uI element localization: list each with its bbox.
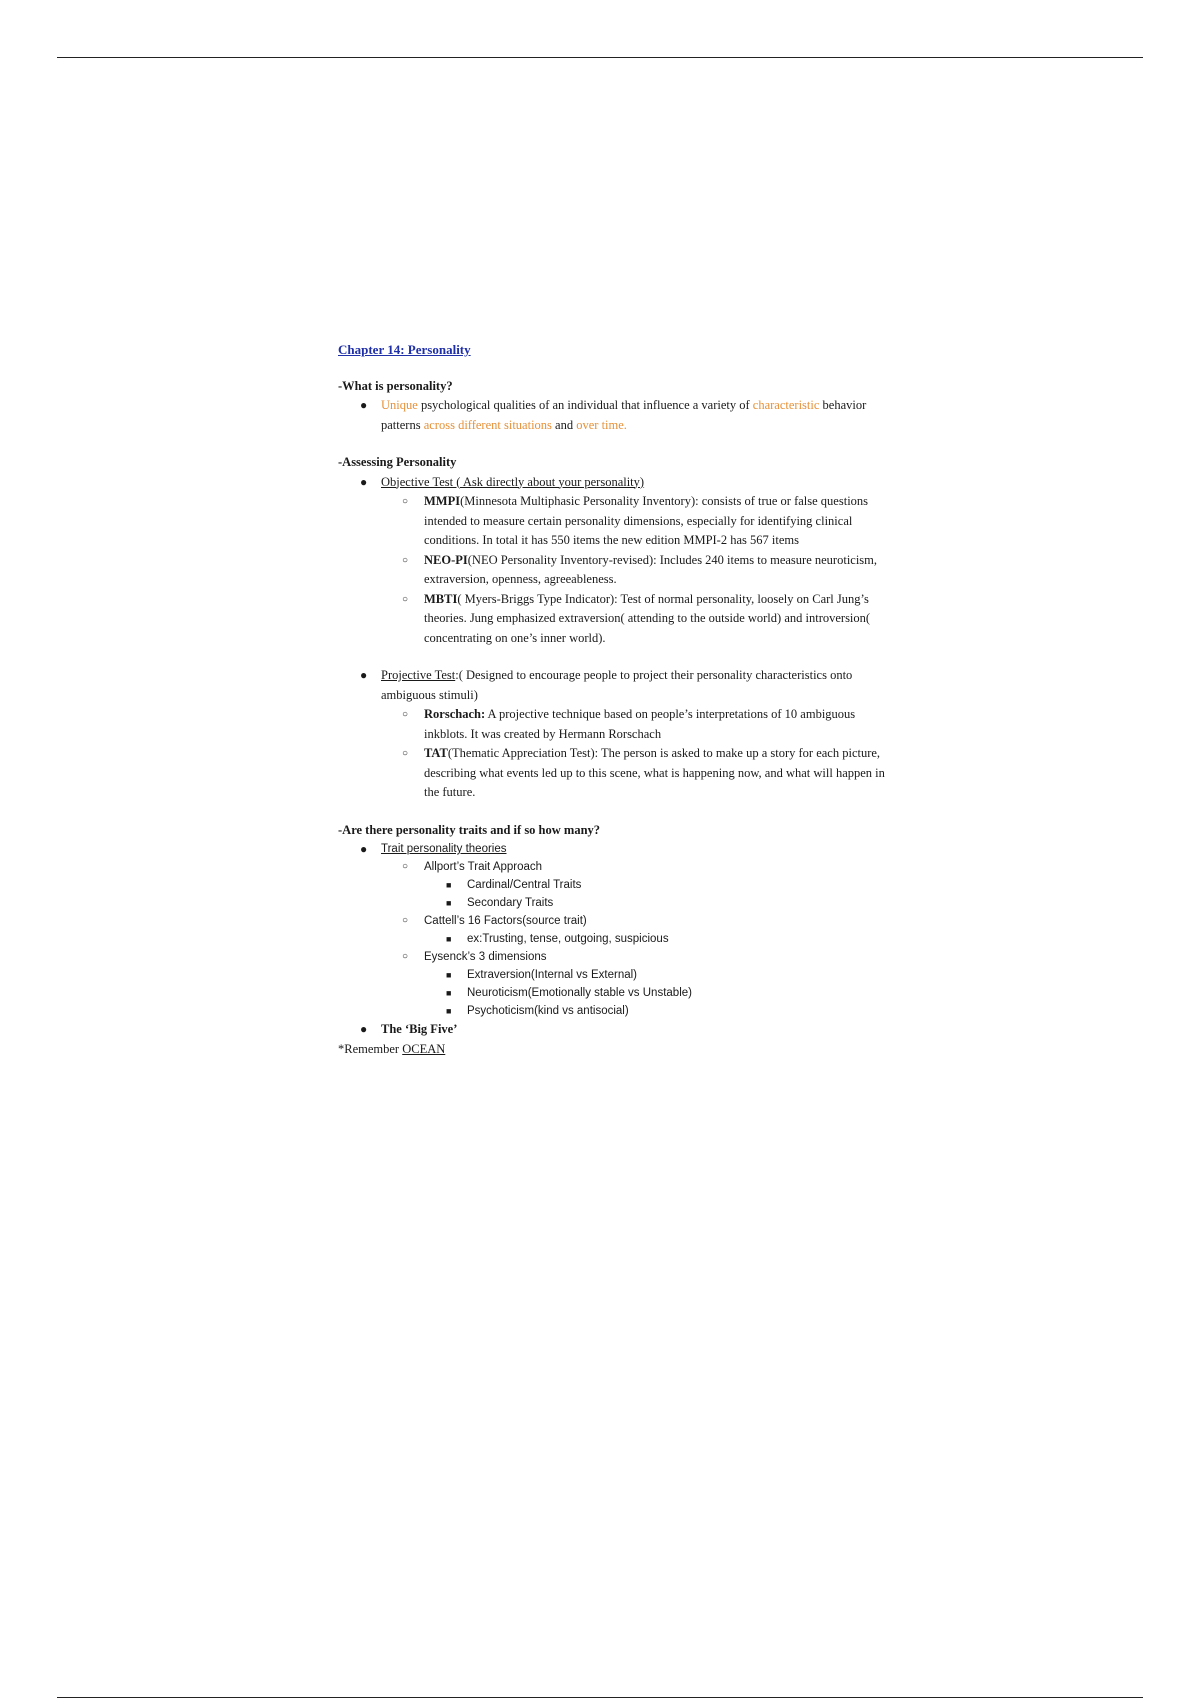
test-description: (Thematic Appreciation Test): The person is asked to make up a story for each picture, describing what events led up to this scene, what is happening now, and what will happen in the future. (424, 746, 885, 799)
test-description: A projective technique based on people’s interpretations of 10 ambiguous inkblots. It was created by Hermann Rorschach (424, 707, 856, 741)
list-item (338, 984, 898, 1002)
highlight-text: Unique (381, 398, 418, 412)
body-text: psychological qualities of an individual that influence a variety of (417, 398, 753, 412)
bullet-marker: ● (360, 668, 368, 682)
test-description: (NEO Personality Inventory-revised): Includes 240 items to measure neuroticism, extraversion, openness, agreeableness. (424, 552, 878, 586)
list-item (338, 744, 898, 803)
trait-item: ex:Trusting, tense, outgoing, suspicious (467, 933, 669, 945)
bullet-marker: ● (360, 842, 368, 856)
objective-test-label: Objective Test ( Ask directly about your personality) (381, 474, 645, 489)
list-item (338, 705, 898, 744)
test-description: ( Myers-Briggs Type Indicator): Test of normal personality, loosely on Carl Jung’s theories. Jung emphasized extraversion( attending to the outside world) and introversion( concentrating on one’s inner world). (424, 591, 871, 645)
circle-marker: ○ (402, 709, 409, 720)
projective-list (338, 666, 898, 803)
test-description: (Minnesota Multiphasic Personality Inventory): consists of true or false questions intended to measure certain personality dimensions, especially for identifying clinical conditions. In total it has 550 items the new edition MMPI-2 has 567 items (424, 494, 869, 547)
square-marker: ■ (446, 898, 452, 908)
circle-marker: ○ (402, 496, 409, 507)
circle-marker: ○ (402, 748, 409, 759)
square-marker: ■ (446, 934, 452, 944)
circle-marker: ○ (402, 915, 409, 926)
body-text: and (551, 417, 577, 432)
assessing-list (338, 473, 898, 649)
top-rule (57, 57, 1143, 58)
circle-marker: ○ (402, 951, 409, 962)
bullet-marker: ● (360, 398, 368, 412)
test-name: TAT (424, 746, 448, 760)
remember-note (338, 1040, 898, 1060)
circle-marker: ○ (402, 593, 409, 605)
theory-label: Cattell’s 16 Factors(source trait) (424, 915, 587, 927)
trait-item: Neuroticism(Emotionally stable vs Unstable) (467, 987, 692, 999)
test-name: Rorschach: (424, 707, 486, 721)
what-list (338, 396, 898, 435)
list-item (338, 948, 898, 966)
projective-test-description: :( Designed to encourage people to project their personality characteristics onto ambiguous stimuli) (381, 668, 853, 702)
trait-item: Psychoticism(kind vs antisocial) (467, 1005, 629, 1017)
test-name: MMPI (424, 494, 461, 508)
list-item-projective (338, 666, 898, 705)
list-item (338, 492, 898, 551)
highlight-text: across different situations (423, 417, 552, 432)
bullet-marker: ● (360, 474, 368, 489)
bottom-rule (57, 1697, 1143, 1698)
square-marker: ■ (446, 988, 452, 998)
trait-item: Cardinal/Central Traits (467, 879, 582, 891)
list-item (338, 590, 898, 649)
list-item (338, 551, 898, 590)
square-marker: ■ (446, 1006, 452, 1016)
test-name: MBTI (424, 591, 458, 606)
body-text: behavior patterns (381, 398, 867, 432)
list-item (338, 930, 898, 948)
chapter-title: Chapter 14: Personality (338, 342, 471, 357)
test-name: NEO-PI (424, 552, 468, 567)
remember-prefix: *Remember (338, 1041, 403, 1056)
big-five-label: The ‘Big Five’ (381, 1022, 458, 1036)
list-item (338, 876, 898, 894)
highlight-text: characteristic (752, 398, 820, 412)
highlight-text: over time. (576, 417, 627, 432)
circle-marker: ○ (402, 554, 409, 566)
list-item (338, 966, 898, 984)
theory-label: Eysenck’s 3 dimensions (424, 951, 547, 963)
list-item-trait-theories (338, 840, 898, 858)
list-item (338, 894, 898, 912)
traits-list (338, 840, 898, 1040)
theory-label: Allport’s Trait Approach (424, 861, 543, 873)
section-heading-traits: -Are there personality traits and if so how many? (338, 822, 601, 837)
list-item (338, 396, 898, 435)
trait-theories-label: Trait personality theories (381, 843, 507, 855)
trait-item: Extraversion(Internal vs External) (467, 969, 638, 981)
bullet-marker: ● (360, 1022, 368, 1036)
square-marker: ■ (446, 970, 452, 980)
list-item (338, 912, 898, 930)
remember-word: OCEAN (402, 1041, 446, 1056)
list-item-big-five (338, 1020, 898, 1040)
list-item-objective (338, 473, 898, 493)
square-marker: ■ (446, 880, 452, 890)
document-page (338, 340, 898, 1059)
circle-marker: ○ (402, 861, 409, 872)
trait-item: Secondary Traits (467, 897, 554, 909)
list-item (338, 1002, 898, 1020)
projective-test-label: Projective Test (381, 668, 456, 682)
section-heading-what: -What is personality? (338, 378, 453, 393)
list-item (338, 858, 898, 876)
section-heading-assessing: -Assessing Personality (338, 455, 457, 469)
